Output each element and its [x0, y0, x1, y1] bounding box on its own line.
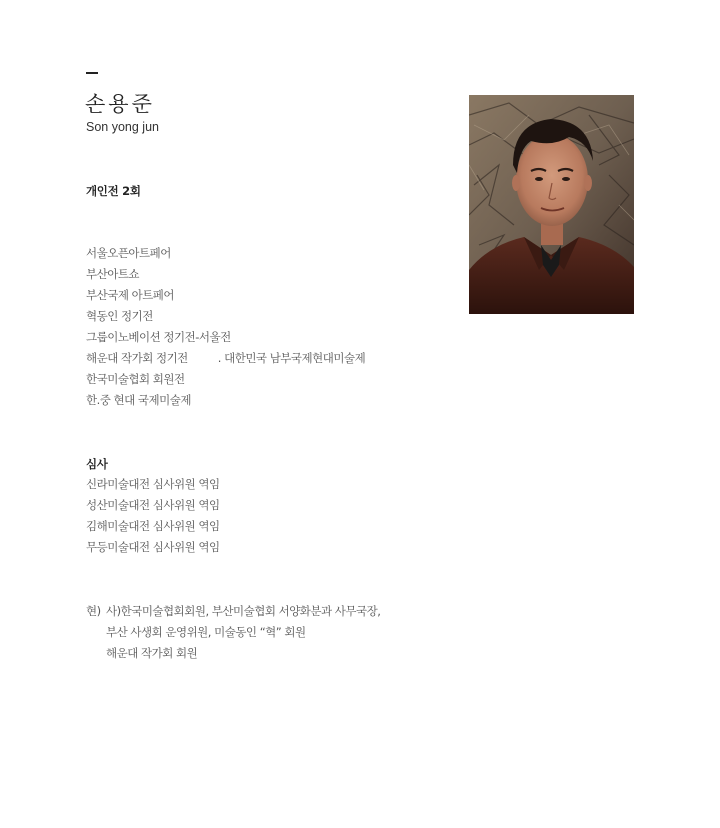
current-line: [86, 622, 380, 643]
list-item: 신라미술대전 심사위원 역임: [86, 477, 220, 491]
list-item-left: 해운대 작가회 정기전: [86, 351, 188, 365]
current-line: [86, 643, 380, 664]
list-item-right: . 대한민국 남부국제현대미술제: [217, 351, 366, 365]
artist-portrait: [469, 95, 634, 314]
current-line-text: 부산 사생회 운영위원, 미술동인 “혁” 회원: [106, 625, 306, 639]
solo-exhibition-heading: 개인전 2회: [86, 184, 141, 198]
artist-name-english: Son yong jun: [86, 120, 159, 134]
list-item: 그룹이노베이션 정기전-서울전: [86, 330, 231, 344]
current-line-text: 해운대 작가회 회원: [106, 646, 198, 660]
list-item: 부산아트쇼: [86, 267, 140, 281]
list-item: 혁동인 정기전: [86, 309, 153, 323]
judging-list: [86, 474, 220, 558]
title-dash: [86, 72, 98, 74]
current-prefix: 현): [86, 604, 101, 618]
judging-heading: 심사: [86, 457, 108, 471]
current-line: [86, 601, 380, 622]
list-item: 한.중 현대 국제미술제: [86, 393, 191, 407]
list-item: [86, 348, 365, 369]
list-item: 서울오픈아트페어: [86, 246, 171, 260]
exhibition-list: [86, 243, 365, 411]
list-item: 김해미술대전 심사위원 역임: [86, 519, 220, 533]
artist-name-korean: 손용준: [85, 92, 155, 116]
current-line-text: 사)한국미술협회회원, 부산미술협회 서양화분과 사무국장,: [106, 604, 381, 618]
list-item: 무등미술대전 심사위원 역임: [86, 540, 220, 554]
list-item: 성산미술대전 심사위원 역임: [86, 498, 220, 512]
current-positions: [86, 601, 380, 664]
list-item: 한국미술협회 회원전: [86, 372, 185, 386]
list-item: 부산국제 아트페어: [86, 288, 175, 302]
